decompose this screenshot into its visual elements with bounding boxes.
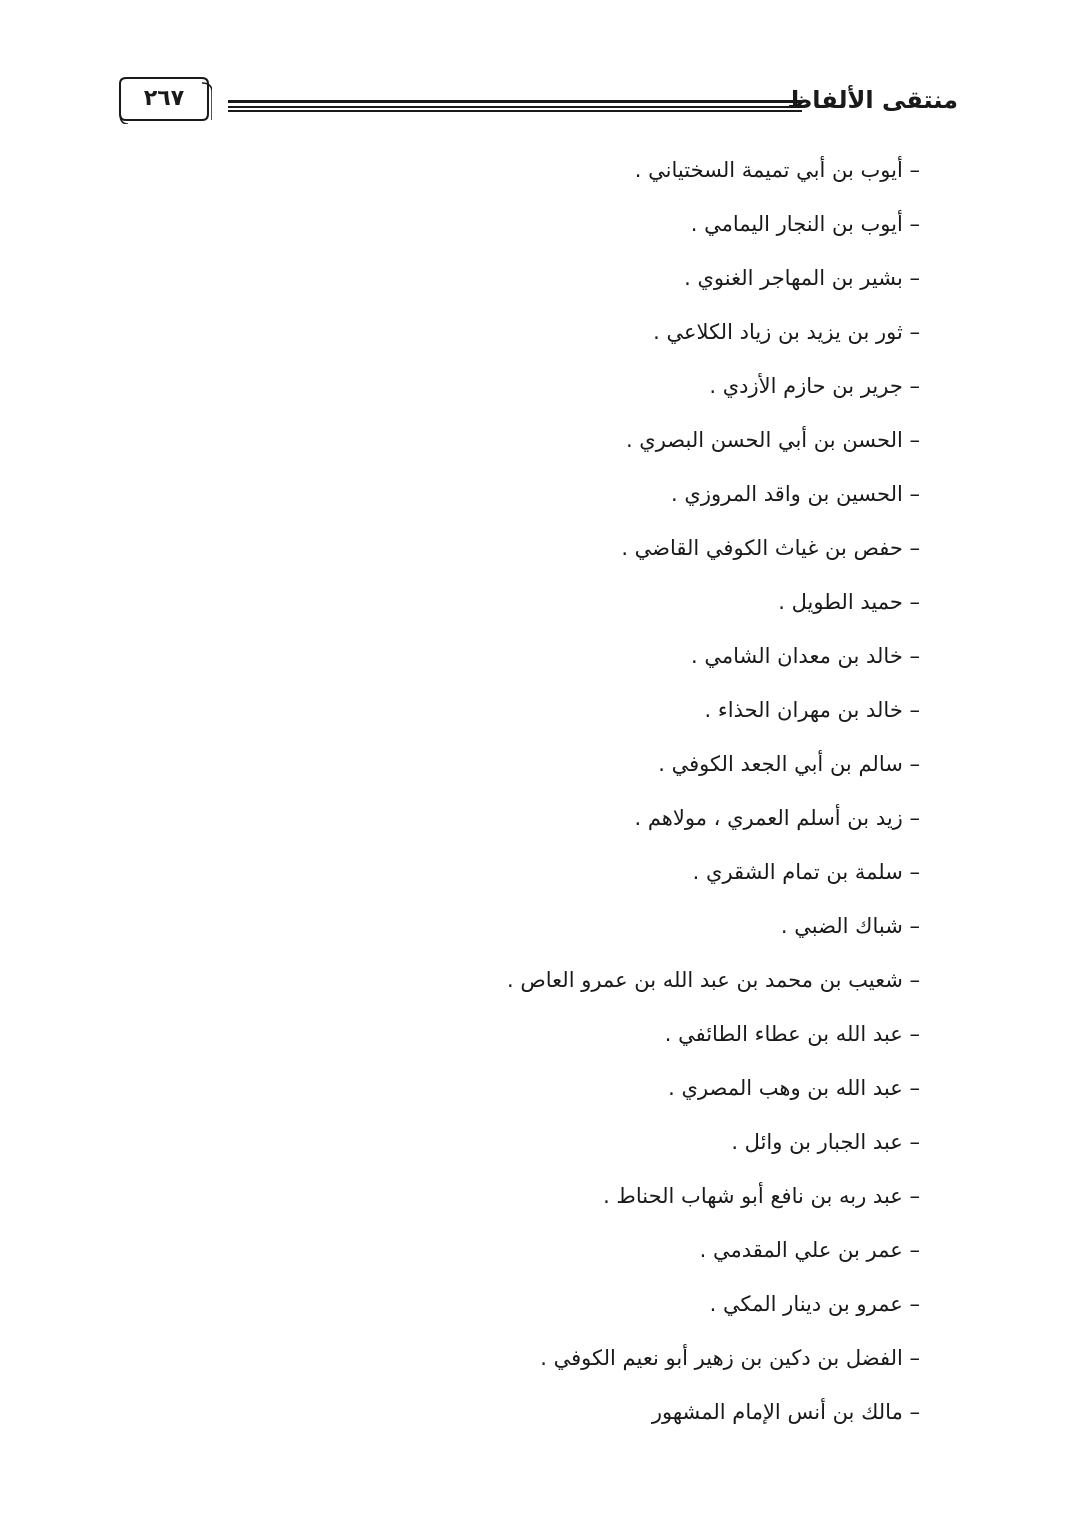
list-item: – شباك الضبي . — [780, 914, 920, 938]
list-item: – ثور بن يزيد بن زياد الكلاعي . — [653, 320, 920, 344]
list-item: – الحسين بن واقد المروزي . — [671, 482, 920, 506]
book-title: منتقى الألفاظ — [787, 86, 958, 114]
list-item: – خالد بن مهران الحذاء . — [704, 698, 920, 722]
list-item: – عبد الله بن عطاء الطائفي . — [664, 1022, 920, 1046]
list-item: – عمر بن علي المقدمي . — [699, 1238, 920, 1262]
page-number: ٢٦٧ — [143, 86, 185, 111]
header-rule-thin — [228, 110, 802, 112]
list-item: – عبد الله بن وهب المصري . — [668, 1076, 920, 1100]
list-item: – سلمة بن تمام الشقري . — [692, 860, 920, 884]
page-number-frame — [116, 74, 212, 124]
list-item: – زيد بن أسلم العمري ، مولاهم . — [634, 806, 920, 830]
list-item: – الفضل بن دكين بن زهير أبو نعيم الكوفي . — [540, 1346, 920, 1370]
list-item: – أيوب بن أبي تميمة السختياني . — [634, 158, 920, 182]
list-item: – عبد ربه بن نافع أبو شهاب الحناط . — [603, 1184, 920, 1208]
list-item: – حميد الطويل . — [778, 590, 920, 614]
list-item: – شعيب بن محمد بن عبد الله بن عمرو العاص . — [507, 968, 920, 992]
list-item: – بشير بن المهاجر الغنوي . — [684, 266, 920, 290]
list-item: – الحسن بن أبي الحسن البصري . — [625, 428, 920, 452]
header-rule-thick — [228, 100, 802, 103]
list-item: – حفص بن غياث الكوفي القاضي . — [621, 536, 920, 560]
narrator-list — [120, 150, 920, 1446]
list-item: – سالم بن أبي الجعد الكوفي . — [658, 752, 920, 776]
list-item: – مالك بن أنس الإمام المشهور — [651, 1400, 920, 1424]
page-header — [112, 72, 962, 132]
list-item: – عمرو بن دينار المكي . — [709, 1292, 920, 1316]
list-item: – خالد بن معدان الشامي . — [691, 644, 920, 668]
header-rule-thin — [228, 106, 802, 108]
list-item: – جرير بن حازم الأزدي . — [709, 374, 920, 398]
list-item: – عبد الجبار بن وائل . — [731, 1130, 920, 1154]
list-item: – أيوب بن النجار اليمامي . — [690, 212, 920, 236]
